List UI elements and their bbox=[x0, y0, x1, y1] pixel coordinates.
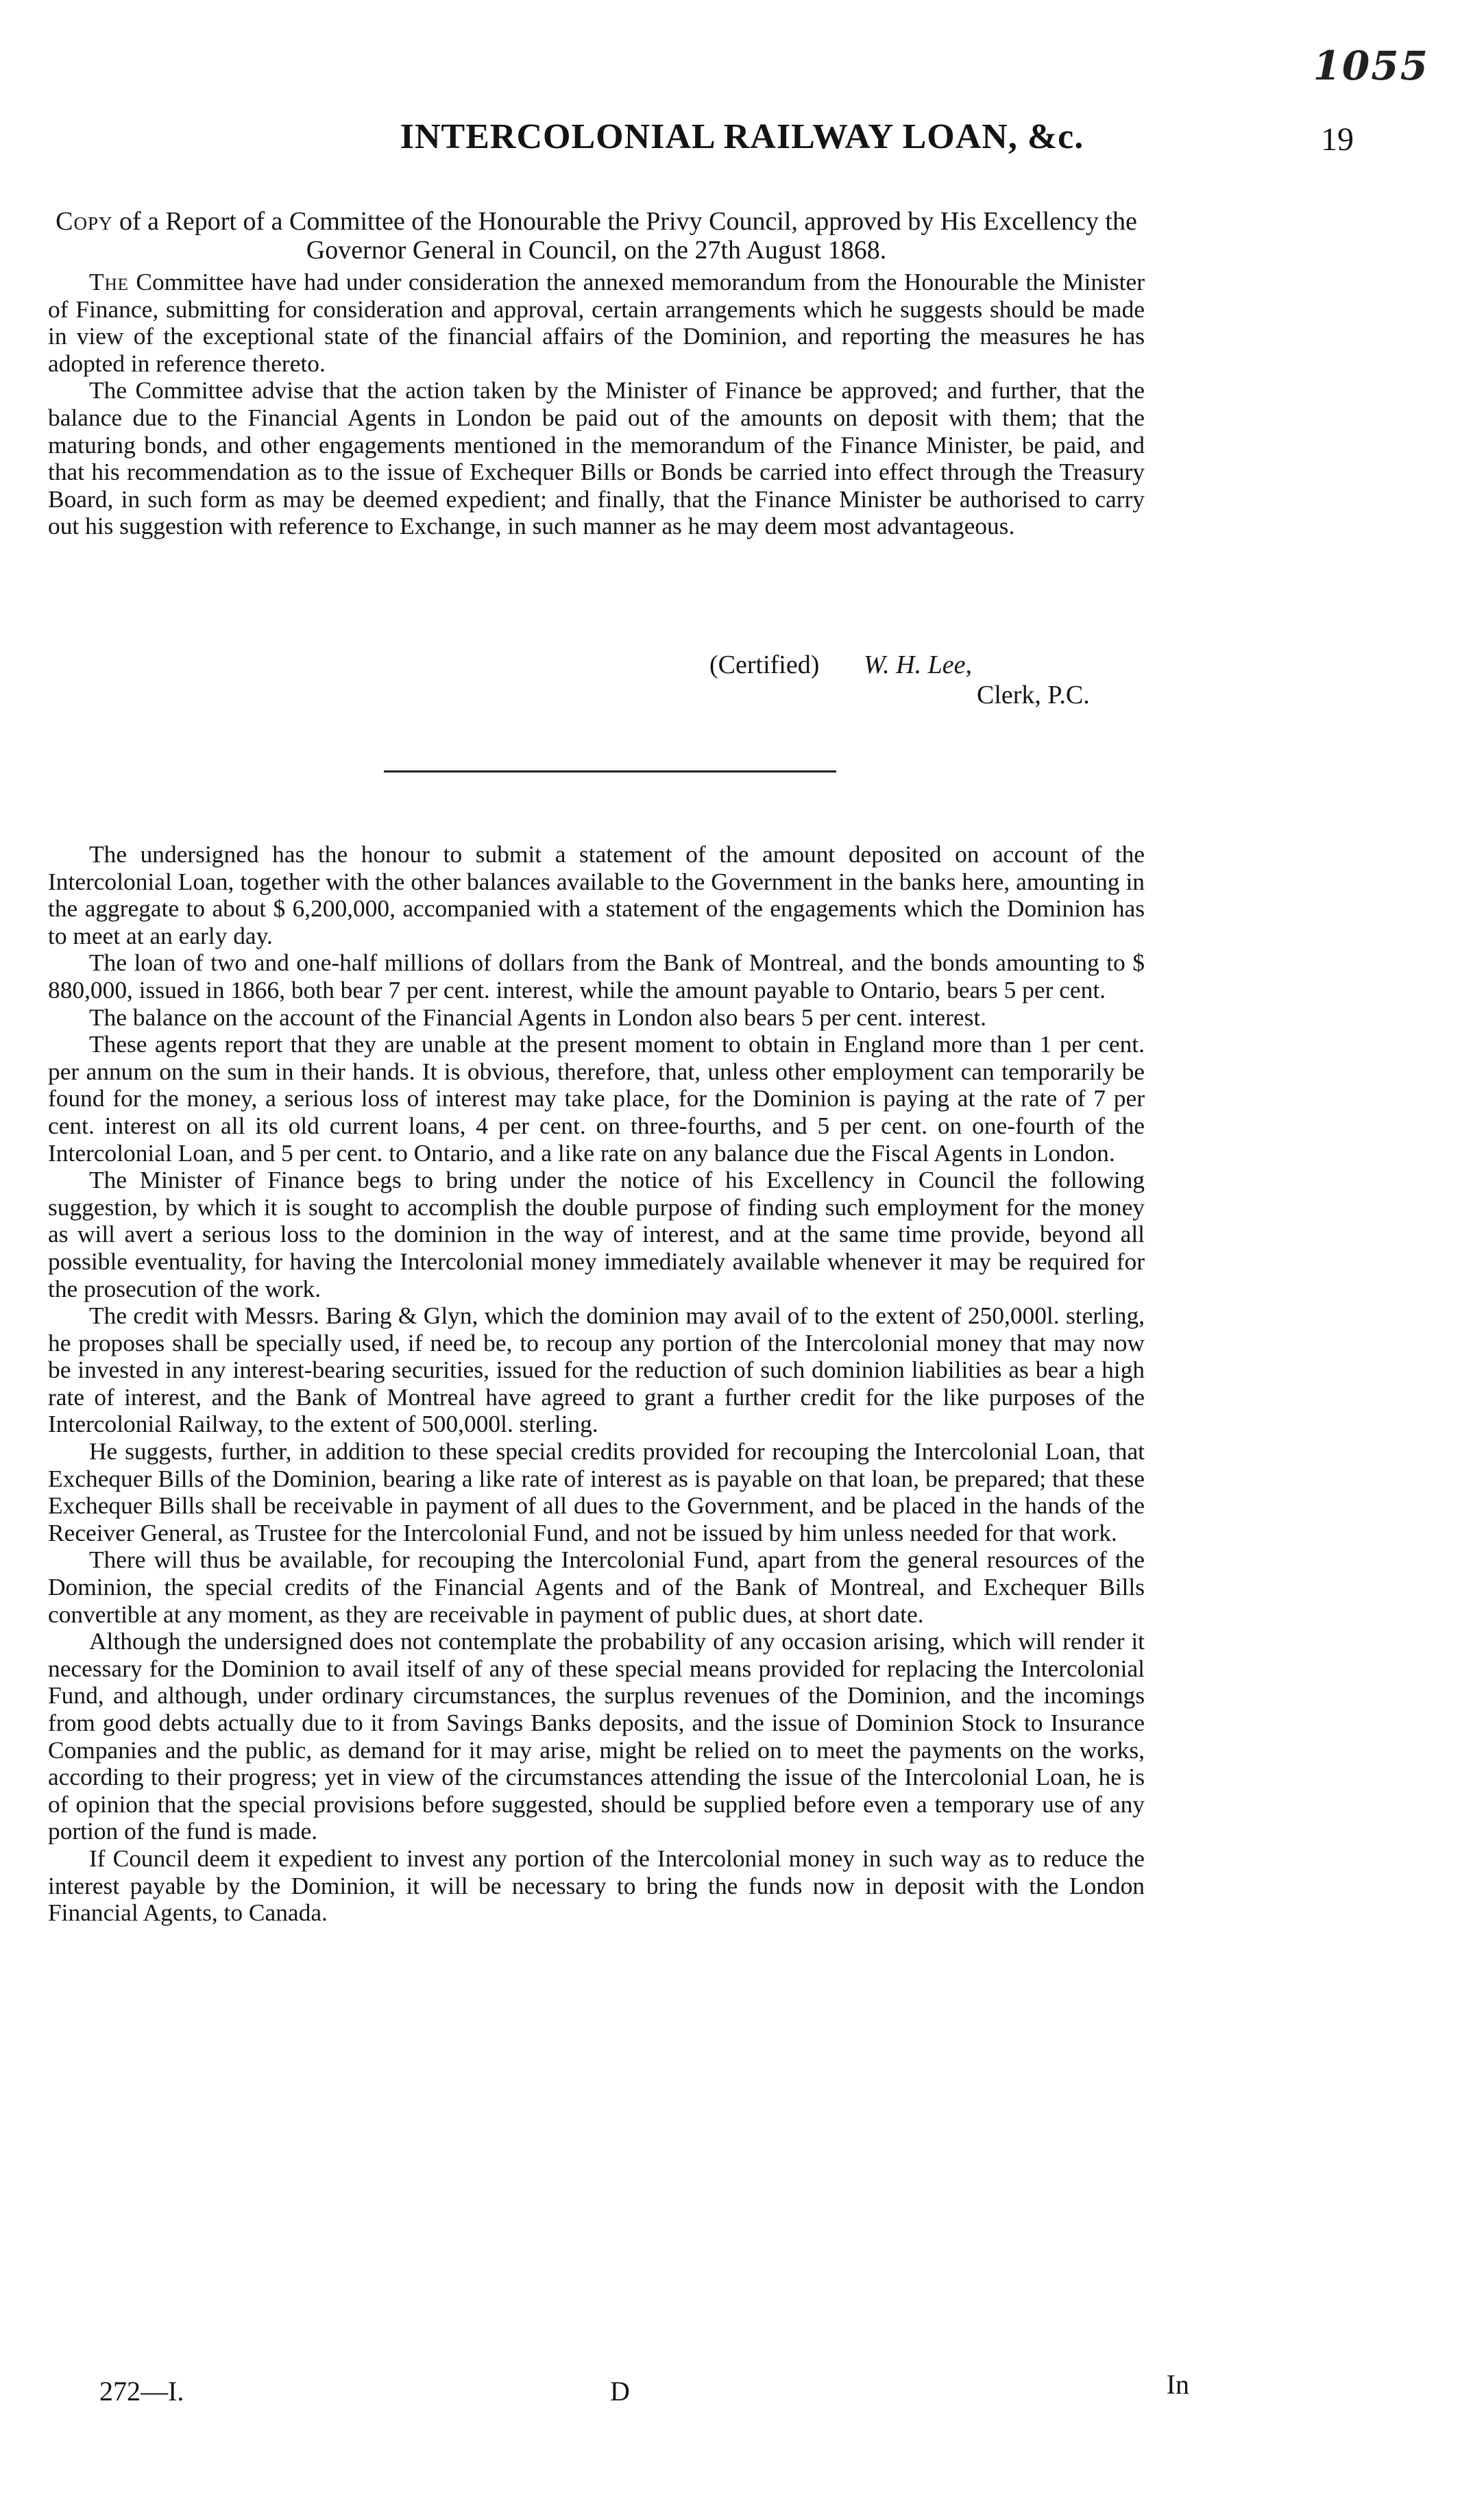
memo-paragraph: The credit with Messrs. Baring & Glyn, which the dominion may avail of to the extent of 250,000l. sterling, he proposes shall be specially used, if need be, to recoup any portion of the Intercolonial money that may now be invested in any interest-bearing securities, issued for the reduction of such dominion liabilities as bear a high rate of interest, and the Bank of Montreal have agreed to grant a further credit for the like purposes of the Intercolonial Railway, to the extent of 500,000l. sterling. bbox=[48, 1302, 1145, 1438]
memo-paragraph: The undersigned has the honour to submit a statement of the amount deposited on account of the Intercolonial Loan, together with the other balances available to the Government in the banks here, amounting in the aggregate to about $ 6,200,000, accompanied with a statement of the engagements which the Dominion has to meet at an early day. bbox=[48, 840, 1145, 949]
catchword: In bbox=[1166, 2369, 1189, 2400]
running-header bbox=[103, 117, 1381, 171]
sheet-mark: D bbox=[610, 2376, 630, 2407]
report-paragraph: The Committee advise that the action taken by the Minister of Finance be approved; and further, that the balance due to the Financial Agents in London be paid out of the amounts on deposit with them; that the maturing bonds, and other engagements mentioned in the memorandum of the Finance Minister, be paid, and that his recommendation as to the issue of Exchequer Bills or Bonds be carried into effect through the Treasury Board, in such form as may be deemed expedient; and finally, that the Finance Minister be authorised to carry out his suggestion with reference to Exchange, in such manner as he may deem most advantageous. bbox=[48, 376, 1145, 540]
memorandum bbox=[48, 841, 1145, 1927]
page-footer bbox=[82, 2369, 1189, 2409]
council-report bbox=[48, 269, 1145, 540]
memo-paragraph: He suggests, further, in addition to these special credits provided for recouping the Intercolonial Loan, that Exchequer Bills of the Dominion, bearing a like rate of interest as is payable on that loan, be prepared; that these Exchequer Bills shall be receivable in payment of all dues to the Government, and be placed in the hands of the Receiver General, as Trustee for the Intercolonial Fund, and not be issued by him unless needed for that work. bbox=[48, 1437, 1145, 1546]
section-divider bbox=[384, 770, 836, 772]
report-paragraph bbox=[48, 269, 1145, 377]
memo-paragraph: These agents report that they are unable at the present moment to obtain in England more than 1 per cent. per annum on the sum in their hands. It is obvious, therefore, that, unless other employment can temporarily be found for the money, a serious loss of interest may take place, for the Dominion is paying at the rate of 7 per cent. interest on all its old current loans, 4 per cent. on three-fourths, and 5 per cent. on one-fourth of the Intercolonial Loan, and 5 per cent. to Ontario, and a like rate on any balance due the Fiscal Agents in London. bbox=[48, 1030, 1145, 1167]
signature-mark: 272—I. bbox=[99, 2376, 184, 2407]
report-heading-lead: Copy bbox=[56, 207, 113, 236]
report-heading bbox=[55, 207, 1138, 265]
memo-paragraph: If Council deem it expedient to invest any portion of the Intercolonial money in such way as to reduce the interest payable by the Dominion, it will be necessary to bring the funds now in deposit with the London Financial Agents, to Canada. bbox=[48, 1844, 1145, 1927]
clerk-title: Clerk, P.C. bbox=[977, 681, 1090, 709]
memo-paragraph: Although the undersigned does not contemplate the probability of any occasion arising, which will render it necessary for the Dominion to avail itself of any of these special means provided for replacing the Intercolonial Fund, and although, under ordinary circumstances, the surplus revenues of the Dominion, and the incomings from good debts actually due to it from Savings Banks deposits, and the issue of Dominion Stock to Insurance Companies and the public, as demand for it may arise, might be relied on to meet the payments on the works, according to their progress; yet in view of the circumstances attending the issue of the Intercolonial Loan, he is of opinion that the special provisions before suggested, should be supplied before even a temporary use of any portion of the fund is made. bbox=[48, 1627, 1145, 1845]
page-number: 19 bbox=[1321, 121, 1354, 158]
memo-paragraph: The loan of two and one-half millions of dollars from the Bank of Montreal, and the bonds amounting to $ 880,000, issued in 1866, both bear 7 per cent. interest, while the amount payable to Ontario, bears 5 per cent. bbox=[48, 949, 1145, 1003]
memo-paragraph: The Minister of Finance begs to bring under the notice of his Excellency in Council the following suggestion, by which it is sought to accomplish the double purpose of finding such employment for the money as will avert a serious loss to the dominion in the way of interest, and at the same time provide, beyond all possible eventuality, for having the Intercolonial money immediately available whenever it may be required for the prosecution of the work. bbox=[48, 1166, 1145, 1302]
memo-paragraph: The balance on the account of the Financial Agents in London also bears 5 per cent. interest. bbox=[89, 1003, 987, 1031]
clerk-signature: W. H. Lee, bbox=[864, 650, 972, 679]
report-heading-text: of a Report of a Committee of the Honourable the Privy Council, approved by His Excellency the Governor General in Council, on the 27th August 1868. bbox=[119, 207, 1137, 265]
report-paragraph-text: Committee have had under consideration the annexed memorandum from the Honourable the Minister of Finance, submitting for consideration and approval, certain arrangements which he suggests should be made in view of the exceptional state of the financial affairs of the Dominion, and reporting the measures he has adopted in reference thereto. bbox=[48, 268, 1145, 377]
certified-label: (Certified) bbox=[709, 650, 820, 679]
memo-paragraph: There will thus be available, for recouping the Intercolonial Fund, apart from the general resources of the Dominion, the special credits of the Financial Agents and of the Bank of Montreal, and Exchequer Bills convertible at any moment, as they are receivable in payment of public dues, at short date. bbox=[48, 1546, 1145, 1628]
handwritten-page-number: 1055 bbox=[1313, 42, 1429, 89]
report-paragraph-lead: The bbox=[89, 268, 129, 295]
page-title: INTERCOLONIAL RAILWAY LOAN, &c. bbox=[400, 117, 1084, 156]
certification-block bbox=[709, 650, 1148, 716]
